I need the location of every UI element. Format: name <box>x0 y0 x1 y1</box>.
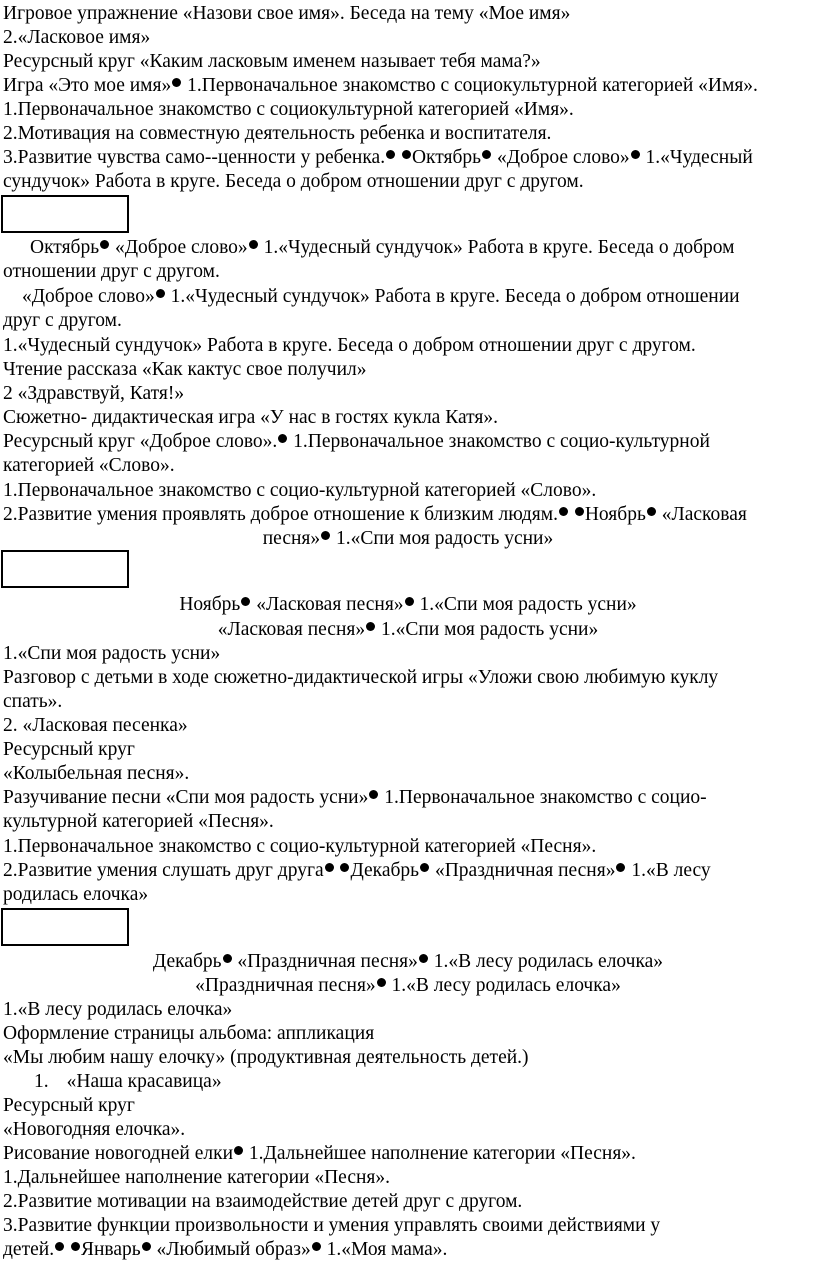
text-line: категорией «Слово». <box>3 455 175 476</box>
text-line: песня» 1.«Спи моя радость усни» <box>262 528 554 549</box>
bullet-icon <box>321 531 330 540</box>
bullet-icon <box>647 507 656 516</box>
text-line: Разучивание песни «Спи моя радость усни» 1.Первоначальное знакомство с социо- <box>3 787 707 808</box>
text-line: 1.Первоначальное знакомство с социо-культурной категорией «Песня». <box>3 836 597 857</box>
bullet-icon <box>616 863 625 872</box>
text-line: Ресурсный круг «Доброе слово». 1.Первоначальное знакомство с социо-культурной <box>3 431 710 452</box>
bullet-icon <box>377 978 386 987</box>
text-line: «Мы любим нашу елочку» (продуктивная деятельность детей.) <box>3 1047 529 1068</box>
text-line: «Доброе слово» 1.«Чудесный сундучок» Работа в круге. Беседа о добром отношении <box>22 286 740 307</box>
text-line: Оформление страницы альбома: аппликация <box>3 1023 375 1044</box>
bullet-icon <box>234 1146 243 1155</box>
text-line: спать». <box>3 691 63 712</box>
text-line: культурной категорией «Песня». <box>3 811 274 832</box>
bullet-icon <box>55 1242 64 1251</box>
bullet-icon <box>100 240 109 249</box>
text-line: 2.Развитие мотивации на взаимодействие детей друг с другом. <box>3 1191 523 1212</box>
text-line: Разговор с детьми в ходе сюжетно-дидактической игры «Уложи свою любимую куклу <box>3 667 719 688</box>
text-line: Ресурсный круг <box>3 739 135 760</box>
list-item: 1. «Наша красавица» <box>34 1071 222 1092</box>
bullet-icon <box>482 150 491 159</box>
text-line: «Ласковая песня» 1.«Спи моя радость усни» <box>217 619 599 640</box>
text-line: 1.«Спи моя радость усни» <box>3 643 221 664</box>
text-line: Декабрь «Праздничная песня» 1.«В лесу родилась елочка» <box>152 951 664 972</box>
bullet-icon <box>340 863 349 872</box>
bullet-icon <box>172 78 181 87</box>
text-line: Сюжетно- дидактическая игра «У нас в гостях кукла Катя». <box>3 407 498 428</box>
text-line: сундучок» Работа в круге. Беседа о добром отношении друг с другом. <box>3 171 584 192</box>
bullet-icon <box>420 863 429 872</box>
bullet-icon <box>559 507 568 516</box>
empty-frame <box>1 550 129 588</box>
bullet-icon <box>325 863 334 872</box>
bullet-icon <box>278 434 287 443</box>
text-line: 2.Развитие умения проявлять доброе отношение к близким людям. Ноябрь «Ласковая <box>3 504 747 525</box>
bullet-icon <box>249 240 258 249</box>
text-line: детей. Январь «Любимый образ» 1.«Моя мама». <box>3 1239 448 1260</box>
bullet-icon <box>405 597 414 606</box>
text-line: 3.Развитие функции произвольности и умения управлять своими действиями у <box>3 1215 661 1236</box>
text-line: «Новогодняя елочка». <box>3 1119 186 1140</box>
text-line: отношении друг с другом. <box>3 261 220 282</box>
text-line: Ресурсный круг <box>3 1095 135 1116</box>
text-line: Ноябрь «Ласковая песня» 1.«Спи моя радость усни» <box>179 594 637 615</box>
text-line: друг с другом. <box>3 310 122 331</box>
bullet-icon <box>312 1242 321 1251</box>
text-line: 1.«Чудесный сундучок» Работа в круге. Беседа о добром отношении друг с другом. <box>3 335 696 356</box>
text-line: 1.Первоначальное знакомство с социо-культурной категорией «Слово». <box>3 480 597 501</box>
text-line: 1.Первоначальное знакомство с социокультурной категорией «Имя». <box>3 99 574 120</box>
text-line: родилась елочка» <box>3 884 149 905</box>
bullet-icon <box>575 507 584 516</box>
text-line: Игра «Это мое имя» 1.Первоначальное знакомство с социокультурной категорией «Имя». <box>3 75 758 96</box>
bullet-icon <box>142 1242 151 1251</box>
bullet-icon <box>71 1242 80 1251</box>
text-line: Ресурсный круг «Каким ласковым именем называет тебя мама?» <box>3 51 541 72</box>
bullet-icon <box>419 954 428 963</box>
text-line: 1.Дальнейшее наполнение категории «Песня». <box>3 1167 391 1188</box>
bullet-icon <box>369 790 378 799</box>
text-line: 2.Развитие умения слушать друг друга Декабрь «Праздничная песня» 1.«В лесу <box>3 860 711 881</box>
bullet-icon <box>402 150 411 159</box>
text-line: Октябрь «Доброе слово» 1.«Чудесный сундучок» Работа в круге. Беседа о добром <box>30 237 735 258</box>
empty-frame <box>1 908 129 946</box>
text-line: «Праздничная песня» 1.«В лесу родилась елочка» <box>195 975 621 996</box>
bullet-icon <box>386 150 395 159</box>
bullet-icon <box>223 954 232 963</box>
text-line: Чтение рассказа «Как кактус свое получил» <box>3 359 367 380</box>
text-line: 2 «Здравствуй, Катя!» <box>3 383 185 404</box>
text-line: 2. «Ласковая песенка» <box>3 715 188 736</box>
text-line: Игровое упражнение «Назови свое имя». Беседа на тему «Мое имя» <box>3 3 571 24</box>
bullet-icon <box>366 622 375 631</box>
text-line: 2.«Ласковое имя» <box>3 27 151 48</box>
empty-frame <box>1 195 129 233</box>
bullet-icon <box>631 150 640 159</box>
text-line: 2.Мотивация на совместную деятельность ребенка и воспитателя. <box>3 123 552 144</box>
text-line: 1.«В лесу родилась елочка» <box>3 999 233 1020</box>
text-line: Рисование новогодней елки 1.Дальнейшее наполнение категории «Песня». <box>3 1143 636 1164</box>
bullet-icon <box>241 597 250 606</box>
text-line: 3.Развитие чувства само--ценности у ребенка. Октябрь «Доброе слово» 1.«Чудесный <box>3 147 753 168</box>
bullet-icon <box>156 289 165 298</box>
text-line: «Колыбельная песня». <box>3 763 190 784</box>
